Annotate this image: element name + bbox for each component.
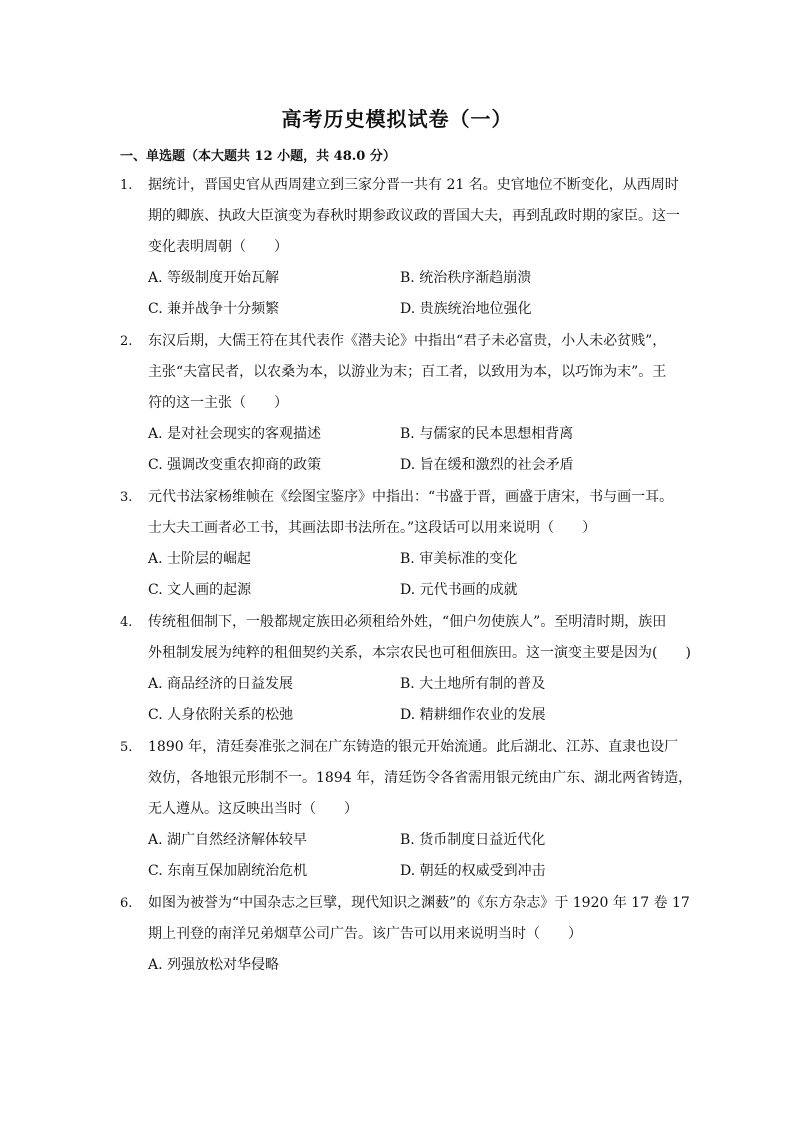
question-line <box>120 732 680 763</box>
question-number: 3. <box>120 490 133 505</box>
options-row <box>120 669 680 700</box>
options-row <box>120 856 680 887</box>
question-line <box>120 888 690 919</box>
question-text: 士大夫工画者必工书，其画法即书法所在。”这段话可以用来说明（ ） <box>148 520 597 536</box>
question-text: 如图为被誉为“中国杂志之巨擘，现代知识之渊薮”的《东方杂志》于 1920 年 17 卷 17 <box>148 895 690 911</box>
question-line <box>120 919 680 950</box>
option-d: D. 贵族统治地位强化 <box>400 301 532 317</box>
question-line <box>120 388 680 419</box>
option-c: C. 文人画的起源 <box>148 582 252 598</box>
question-line <box>120 482 680 513</box>
question-number: 1. <box>120 178 133 193</box>
question-text: 元代书法家杨维帧在《绘图宝鉴序》中指出：“书盛于晋，画盛于唐宋，书与画一耳。 <box>148 489 674 505</box>
section-heading: 一、单选题（本大题共 12 小题，共 48.0 分） <box>120 149 396 164</box>
option-d: D. 朝廷的权威受到冲击 <box>400 863 546 879</box>
option-c: C. 人身依附关系的松弛 <box>148 707 294 723</box>
option-c: C. 兼并战争十分频繁 <box>148 301 280 317</box>
question-number: 2. <box>120 334 133 349</box>
option-a: A. 士阶层的崛起 <box>148 551 252 567</box>
question-text: 外租制发展为纯粹的租佃契约关系，本宗农民也可租佃族田。这一演变主要是因为( ) <box>148 645 691 661</box>
option-c: C. 东南互保加剧统治危机 <box>148 863 308 879</box>
question-text: 1890 年，清廷奏准张之洞在广东铸造的银元开始流通。此后湖北、江苏、直隶也设厂 <box>148 739 679 755</box>
question-text: 主张“夫富民者，以农桑为本，以游业为末；百工者，以致用为本，以巧饰为末”。王 <box>148 364 667 380</box>
question-text: 效仿，各地银元形制不一。1894 年，清廷饬令各省需用银元统由广东、湖北两省铸造， <box>148 770 693 786</box>
question-5 <box>120 732 693 887</box>
option-b: B. 大土地所有制的普及 <box>400 676 546 692</box>
question-line <box>120 201 680 232</box>
options-row <box>120 294 680 325</box>
question-6 <box>120 888 690 981</box>
question-line <box>120 232 680 263</box>
question-number: 4. <box>120 615 133 630</box>
question-line <box>120 607 680 638</box>
question-text: 东汉后期，大儒王符在其代表作《潜夫论》中指出“君子未必富贵，小人未必贫贱”， <box>148 333 667 349</box>
question-line <box>120 326 680 357</box>
question-text: 期上刊登的南洋兄弟烟草公司广告。该广告可以用来说明当时（ ） <box>148 926 582 942</box>
question-3 <box>120 482 680 606</box>
question-number: 6. <box>120 896 133 911</box>
option-b: B. 与儒家的民本思想相背离 <box>400 426 574 442</box>
question-line <box>120 794 680 825</box>
option-c: C. 强调改变重农抑商的政策 <box>148 457 322 473</box>
question-text: 符的这一主张（ ） <box>148 395 288 411</box>
question-text: 传统租佃制下，一般都规定族田必须租给外姓，“佃户勿使族人”。至明清时期，族田 <box>148 614 667 630</box>
option-b: B. 统治秩序渐趋崩溃 <box>400 270 532 286</box>
options-row <box>120 575 680 606</box>
option-a: A. 商品经济的日益发展 <box>148 676 294 692</box>
option-a: A. 列强放松对华侵略 <box>148 957 280 973</box>
question-line <box>120 763 693 794</box>
options-row <box>120 825 680 856</box>
option-a: A. 是对社会现实的客观描述 <box>148 426 322 442</box>
question-2 <box>120 326 680 481</box>
options-row <box>120 419 680 450</box>
question-text: 变化表明周朝（ ） <box>148 239 288 255</box>
question-line <box>120 513 680 544</box>
question-text: 无人遵从。这反映出当时（ ） <box>148 801 358 817</box>
page-title: 高考历史模拟试卷（一） <box>281 107 513 131</box>
question-text: 期的卿族、执政大臣演变为春秋时期参政议政的晋国大夫，再到乱政时期的家臣。这一 <box>148 208 680 224</box>
option-d: D. 旨在缓和激烈的社会矛盾 <box>400 457 574 473</box>
options-row <box>120 544 680 575</box>
option-b: B. 审美标准的变化 <box>400 551 518 567</box>
option-d: D. 元代书画的成就 <box>400 582 518 598</box>
question-line <box>120 638 691 669</box>
question-line <box>120 170 680 201</box>
question-4 <box>120 607 691 731</box>
options-row <box>120 450 680 481</box>
question-number: 5. <box>120 740 133 755</box>
option-a: A. 等级制度开始瓦解 <box>148 270 280 286</box>
option-a: A. 湖广自然经济解体较早 <box>148 832 308 848</box>
question-text: 据统计，晋国史官从西周建立到三家分晋一共有 21 名。史官地位不断变化，从西周时 <box>148 177 679 193</box>
options-row <box>120 700 680 731</box>
option-d: D. 精耕细作农业的发展 <box>400 707 546 723</box>
question-line <box>120 357 680 388</box>
question-1 <box>120 170 680 325</box>
option-b: B. 货币制度日益近代化 <box>400 832 546 848</box>
options-row <box>120 950 680 981</box>
options-row <box>120 263 680 294</box>
